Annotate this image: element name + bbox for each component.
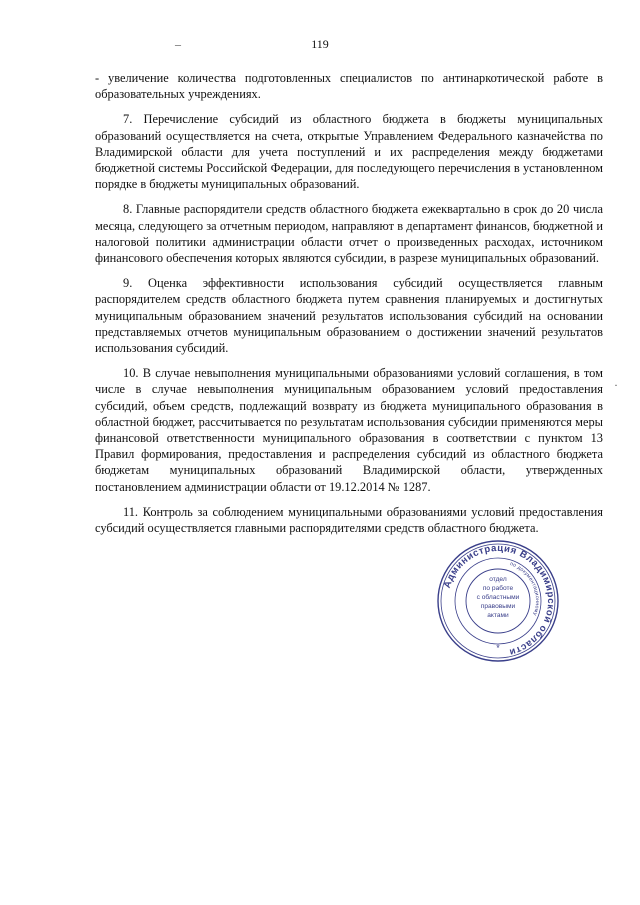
margin-mark: · — [614, 378, 618, 392]
document-body — [95, 70, 603, 545]
stamp-line-3: с областными — [476, 594, 520, 601]
stamp-line-4: правовыми — [480, 603, 516, 610]
paragraph-10: 10. В случае невыполнения муниципальными образованиями условий соглашения, в том числе в случае невыполнения муниципальным образованием условий предоставления субсидий, объем средств, подлежащий возврату из бюджета муниципального образования в областной бюджет, рассчитывается по результатам использования субсидии применяются меры финансовой ответственности муниципального образования в соответствии с пунктом 13 Правил формирования, предоставления и распределения субсидий из областного бюджета бюджетам муниципальных образований Владимирской области, утвержденных постановлением администрации области от 19.12.2014 № 1287. — [95, 366, 603, 494]
stamp-star: * — [496, 643, 500, 653]
stamp-outer-text: Администрация Владимирской области — [441, 542, 557, 658]
dash-mark: – — [175, 37, 181, 51]
stamp-line-5: актами — [487, 612, 509, 619]
stamp-inner-ring-text: по документационному — [509, 561, 541, 617]
page-number: 119 — [311, 37, 329, 51]
paragraph-8: 8. Главные распорядители средств областного бюджета ежеквартально в срок до 20 числа месяца, следующего за отчетным периодом, направляют в департамент финансов, бюджетной и налоговой политики администрации области отчет о произведенных расходах, источником финансового обеспечения которых являются субсидии, в разрезе муниципальных образований. — [95, 202, 603, 266]
paragraph-7: 7. Перечисление субсидий из областного бюджета в бюджеты муниципальных образований осуществляется на счета, открытые Управлением Федерального казначейства по Владимирской области для учета поступлений и их распределения между бюджетами бюджетной системы Российской Федерации, для последующего перечисления в установленном порядке в бюджеты муниципальных образований. — [95, 112, 603, 192]
paragraph-11: 11. Контроль за соблюдением муниципальными образованиями условий предоставления субсидий осуществляется главными распорядителями средств областного бюджета. — [95, 504, 603, 536]
stamp-line-2: по работе — [482, 585, 514, 592]
paragraph-9: 9. Оценка эффективности использования субсидий осуществляется главным распорядителем средств областного бюджета путем сравнения планируемых и достигнутых муниципальным образованием значений результатов использования субсидий на основании представляемых отчетов муниципальным образованием о достижении значений результатов использования субсидий. — [95, 276, 603, 356]
official-stamp — [436, 539, 560, 663]
stamp-line-1: отдел — [489, 576, 507, 583]
paragraph-bullet: - увеличение количества подготовленных специалистов по антинаркотической работе в образовательных учреждениях. — [95, 71, 603, 102]
